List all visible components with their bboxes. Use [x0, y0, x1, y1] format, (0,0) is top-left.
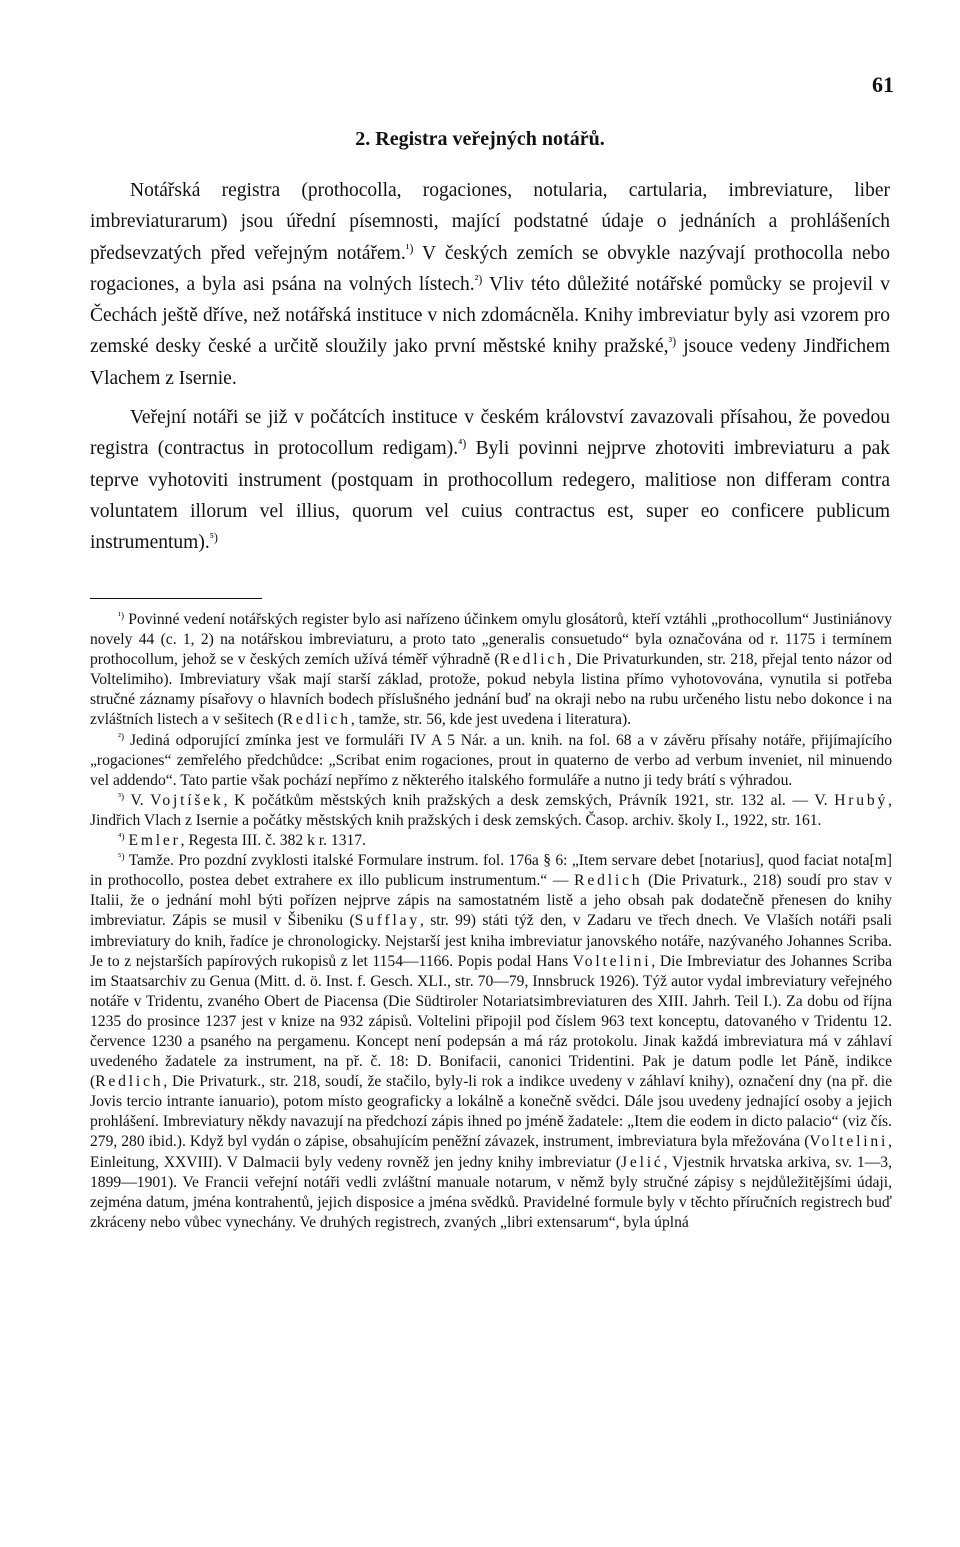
footnotes [90, 610, 892, 1233]
footnote-ref-5: ⁵) [209, 530, 218, 545]
p2-text-b: Byli povinni nejprve zhotoviti imbreviaturu a pak teprve vyhotoviti instrument (postquam in prothocollum redegero, malitiose non differam contra voluntatem illorum vel illius, quorum vel cuius contractus est, super eo conficere publicum instrumentum). [90, 438, 891, 554]
main-text [90, 175, 890, 559]
footnote-ref-4: ⁴) [458, 436, 467, 451]
footnote-4 [90, 831, 892, 851]
p1-text-b: V českých zemích se obvykle nazývají prothocolla nebo rogaciones, a byla asi psána na volných lístech. [90, 242, 890, 295]
footnote-1 [90, 610, 892, 731]
footnote-1-text-b: , Die Privaturkunden, str. 218, přejal tento názor od Voltelimiho). Imbreviatury však mají starší základ, protože, pokud nebyla listina přímo vyhotovována, vynutila si potřeba stručné záznamy písařovy o hlavních bodech příslušného jednání buď na okraji nebo na rubu určeného listu nebo dokonce i na zvláštních listech a v sešitech ( [90, 651, 892, 729]
footnote-1-text-c: , tamže, str. 56, kde jest uvedena i literatura). [350, 711, 632, 729]
footnote-5-text-g: , Vjestnik hrvatska arkiva, sv. 1—3, 1899—1901). Ve Francii veřejní notáři vedli zvláštní manuale notarum, v němž byly stručné zápisy s nejdůležitějšími údaji, zejména datum, jména kontrahentů, jejich disposice a jména svědků. Pravidelné formule byly v těchto příručních registrech buď zkráceny nebo vůbec vynechány. Ve druhých registrech, zvaných „libri extensarum“, byla úplná [90, 1153, 892, 1231]
footnote-5-author-6: Jelić [621, 1153, 664, 1171]
footnote-ref-1: ¹) [405, 240, 414, 255]
footnote-2 [90, 731, 892, 791]
footnote-4-mark: ⁴) [118, 831, 125, 843]
footnote-ref-2: ²) [474, 272, 483, 287]
footnote-3-mark: ³) [118, 791, 125, 803]
footnote-3-text-b: , K počátkům městských knih pražských a desk zemských, Právník 1921, str. 132 al. — V. [223, 791, 835, 809]
footnote-5-author-3: Voltelini [572, 952, 652, 970]
footnote-1-author-2: Redlich [282, 711, 351, 729]
paragraph-1 [90, 175, 890, 394]
footnote-5-text-c: , str. 99) státi týž den, v Zadaru ve třech dnech. Ve Vlaších notáři psali imbreviatury do knih, řadíce je chronologicky. Nejstarší jest kniha imbreviatur janovského notáře, nazývaného Johannes Scriba. Je to z nejstarších papírových rukopisů z let 1154—1166. Popis podal Hans [90, 912, 892, 970]
footnote-4-author: Emler [128, 832, 181, 850]
footnote-5-text-d: , Die Imbreviatur des Johannes Scriba im Staatsarchiv zu Genua (Mitt. d. ö. Inst. f. Gesch. XLI., str. 70—79, Innsbruck 1926). Týž autor vydal imbreviatury veřejného notáře v Tridentu, zvaného Obert de Piacensa (Die Südtiroler Notariatsimbreviaturen des XIII. Jahrh. Teil I.). Za dobu od října 1235 do prosince 1237 jest v knize na 932 zápisů. Voltelini připojil pod číslem 963 text konceptu, datovaného v Tridentu 12. července 1230 a psaného na pergamenu. Koncept není podepsán a má ráz protokolu. Jinak každá imbreviatura má v záhlaví uvedeného žadatele za instrument, na př. č. 18: D. Bonifacii, canonici Tridentini. Pak je datum podle let Páně, indikce ( [90, 952, 892, 1091]
footnote-1-author: Redlich [499, 651, 568, 669]
footnote-3-author-2: Hrubý [834, 791, 889, 809]
p2-text-a: Veřejní notáři se již v počátcích instituce v českém království zavazovali přísahou, že povedou registra (contractus in protocollum redigam). [90, 407, 890, 460]
footnote-3-text-c: , Jindřich Vlach z Isernie a počátky městských knih pražských i desk zemských. Časop. archiv. školy I., 1922, str. 161. [90, 791, 892, 829]
footnote-2-mark: ²) [118, 731, 125, 743]
footnote-5-author-2: Sufflay [354, 912, 420, 930]
section-heading: 2. Registra veřejných notářů. [355, 128, 605, 150]
footnote-3 [90, 791, 892, 831]
paragraph-2 [90, 402, 890, 558]
footnote-ref-3: ³) [668, 334, 677, 349]
footnote-3-author: Vojtíšek [150, 791, 224, 809]
footnote-5-author-5: Voltelini [809, 1133, 889, 1151]
page-number: 61 [872, 72, 894, 97]
p1-text-d: jsouce vedeny Jindřichem Vlachem z Isernie. [90, 336, 890, 389]
footnote-3-text-a: V. [130, 791, 151, 809]
footnote-2-text: Jediná odporující zmínka jest ve formuláři IV A 5 Nár. a un. knih. na fol. 68 a v závěru přísahy notáře, přijímajícího „rogaciones“ zemřelého předchůdce: „Scribat enim rogaciones, prout in quaterno de verbo ad verbum inveniet, nil minuendo vel addendo“. Tato partie však pochází nepřímo z některého italského formuláře a nutno ji tedy brátí s výhradou. [90, 731, 892, 789]
footnote-separator [90, 598, 262, 599]
footnote-1-text-a: Povinné vedení notářských register bylo asi nařízeno účinkem omylu glosátorů, kteří vztáhli „prothocollum“ Justiniánovy novely 44 (c. 1, 2) na notářskou imbreviaturu, a proto tato „generalis consuetudo“ byla označována od r. 1175 i termínem prothocollum, jehož se v českých zemích užívá téměř výhradně ( [90, 611, 892, 669]
footnote-5-text-b: (Die Privaturk., 218) soudí pro stav v Italii, že o jednání mohl býti pořízen nejprve zápis na samostatném listě a jeho obsah pak dodatečně přenesen do knihy imbreviatur. Zápis se musil v Šibeniku ( [90, 872, 892, 930]
p1-text-c: Vliv této důležité notářské pomůcky se projevil v Čechách ještě dříve, než notářská instituce v nich zdomácněla. Knihy imbreviatur byly asi vzorem pro zemské desky české a určitě sloužily jako první městské knihy pražské, [90, 273, 890, 358]
footnote-4-text: , Regesta III. č. 382 k r. 1317. [180, 832, 367, 850]
footnote-5-author-4: Redlich [95, 1073, 164, 1091]
footnote-5-text-a: Tamže. Pro pozdní zvyklosti italské Formulare instrum. fol. 176a § 6: „Item servare debet [notarius], quod faciat nota[m] in prothocollo, postea debet extrahere ex illo publicum instrumentum.“ — [90, 852, 893, 890]
footnote-5 [90, 851, 892, 1233]
footnote-5-mark: ⁵) [118, 851, 125, 863]
footnote-1-mark: ¹) [118, 610, 125, 622]
p1-text-a: Notářská registra (prothocolla, rogaciones, notularia, cartularia, imbreviature, liber imbreviaturarum) jsou úřední písemnosti, mající podstatné údaje o jednáních a prohlášeních předsevzatých před veřejným notářem. [90, 180, 890, 264]
footnote-5-text-f: , Einleitung, XXVIII). V Dalmacii byly vedeny rovněž jen jedny knihy imbreviatur ( [90, 1133, 892, 1171]
footnote-5-author: Redlich [574, 872, 643, 890]
footnote-5-text-e: , Die Privaturk., str. 218, soudí, že stačilo, byly-li rok a indikce uvedeny v záhlaví knihy), označení dny (na př. die Jovis tercio intrante ianuario), potom místo geograficky a lokálně a konečně svědci. Dále jsou uvedeny jednající osoby a jejich prohlášení. Imbreviatury někdy navazují na předchozí zápis ihned po jméně žadatele: „Item die eodem in dicto palacio“ (viz čís. 279, 280 ibid.). Když byl vydán o zápise, obsahujícím peněžní závazek, instrument, imbreviatura byla mřežována ( [90, 1073, 892, 1151]
